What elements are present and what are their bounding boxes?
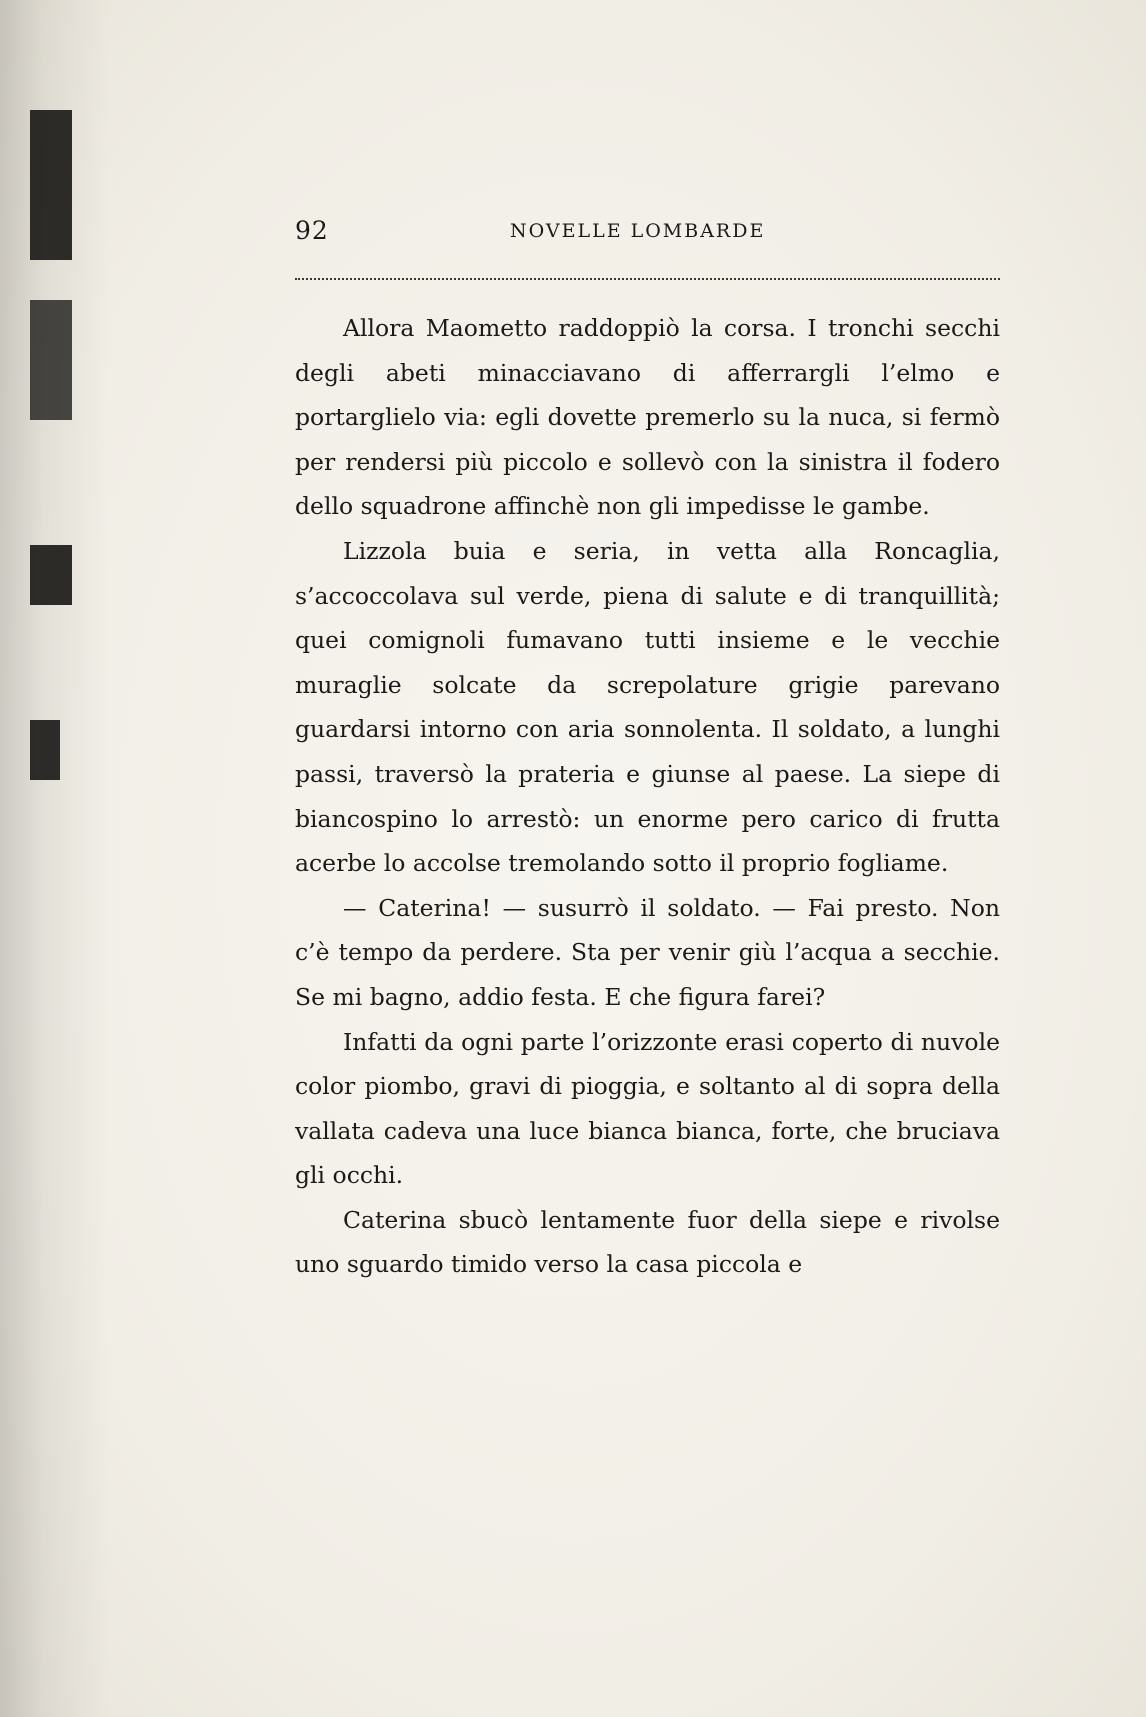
paragraph: — Caterina! — susurrò il soldato. — Fai presto. Non c’è tempo da perdere. Sta per venir giù l’acqua a secchie. Se mi bagno, addio festa. E che figura farei? <box>295 893 1000 1011</box>
paragraph: Lizzola buia e seria, in vetta alla Roncaglia, s’accoccolava sul verde, piena di salute e di tranquillità; quei comignoli fumavano tutti insieme e le vecchie muraglie solcate da screpolature grigie parevano guardarsi intorno con aria sonnolenta. Il soldato, a lunghi passi, traversò la prateria e giunse al paese. La siepe di biancospino lo arrestò: un enorme pero carico di frutta acerbe lo accolse tremolando sotto il proprio fogliame. <box>295 536 1000 878</box>
page-header <box>295 216 1000 256</box>
binding-mark <box>30 545 72 605</box>
binding-mark <box>30 720 60 780</box>
paragraph: Allora Maometto raddoppiò la corsa. I tronchi secchi degli abeti minacciavano di afferrargli l’elmo e portarglielo via: egli dovette premerlo su la nuca, si fermò per rendersi più piccolo e sollevò con la sinistra il fodero dello squadrone affinchè non gli impedisse le gambe. <box>295 314 1000 521</box>
paragraph: Caterina sbucò lentamente fuor della siepe e rivolse uno sguardo timido verso la casa piccola e <box>295 1205 1000 1279</box>
page-number: 92 <box>295 216 329 245</box>
body-text <box>295 306 1000 1287</box>
binding-mark <box>30 110 72 260</box>
running-head: NOVELLE LOMBARDE <box>510 220 766 242</box>
paragraph: Infatti da ogni parte l’orizzonte erasi coperto di nuvole color piombo, gravi di pioggia, e soltanto al di sopra della vallata cadeva una luce bianca bianca, forte, che bruciava gli occhi. <box>295 1027 1000 1190</box>
binding-mark <box>30 300 72 420</box>
header-rule <box>295 278 1000 280</box>
